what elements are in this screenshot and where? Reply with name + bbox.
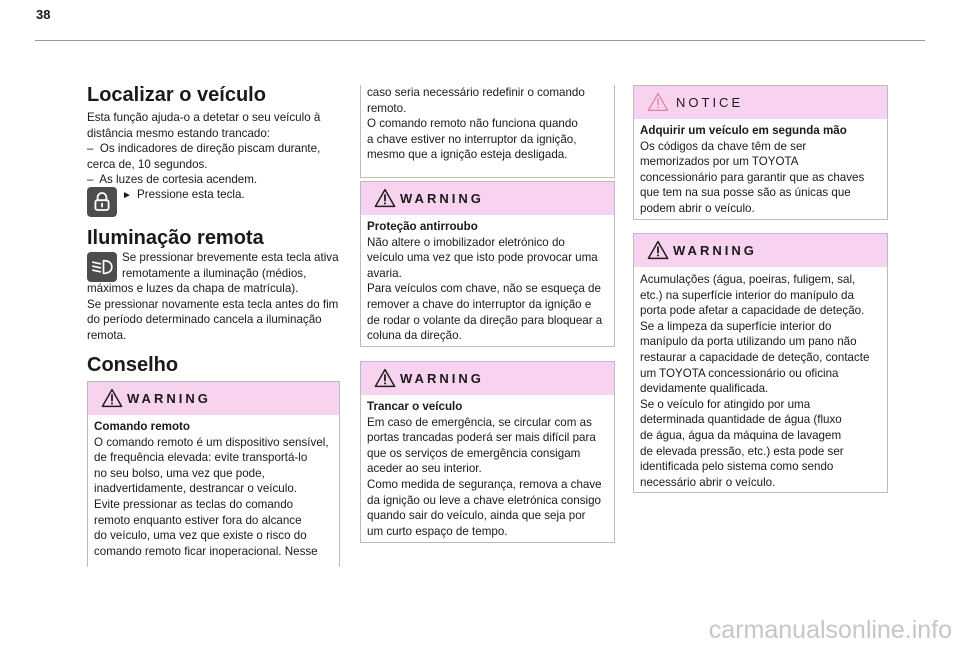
warning-text: O comando remoto é um dispositivo sensível, de frequência elevada: evite transportá-lo no seu bolso, uma vez que pode, inadvertidamente, destrancar o veículo. Evite pressionar as teclas do comando remoto enquanto estiver fora do alcance do veículo, uma vez que existe o risco do comando remoto ficar inoperacional. Nesse	[94, 435, 329, 558]
warning-triangle-icon	[647, 240, 669, 260]
locate-step-text: Pressione esta tecla.	[137, 188, 245, 201]
warning-label: WARNING	[127, 391, 211, 406]
warning-label: WARNING	[400, 191, 484, 206]
warning-content	[361, 395, 614, 539]
warning-content	[88, 415, 339, 559]
warning-text: Em caso de emergência, se circular com as portas trancadas poderá ser mais difícil para que os serviços de emergência consigam aceder ao seu interior. Como medida de segurança, remova a chave da ignição ou leve a chave eletrónica consigo quando sair do veículo, ainda que seja por um curto espaço de tempo.	[367, 415, 602, 538]
warning-heading: Trancar o veículo	[367, 400, 463, 413]
step-arrow-icon: ►	[122, 190, 132, 201]
warning-label: WARNING	[400, 371, 484, 386]
lighting-lead-text: Se pressionar brevemente esta tecla ativa remotamente a iluminação (médios,	[122, 251, 339, 280]
notice-box-used-vehicle	[633, 85, 888, 220]
notice-text: Os códigos da chave têm de ser memorizados por um TOYOTA concessionário para garantir que as chaves que tem na sua posse são as únicas que podem abrir o veículo.	[640, 139, 865, 215]
warning-content	[361, 215, 614, 344]
warning-label: WARNING	[673, 243, 757, 258]
section-title-advice: Conselho	[87, 354, 179, 376]
warning-box-remote	[87, 381, 340, 567]
notice-triangle-icon	[647, 92, 669, 112]
warning-text: caso seria necessário redefinir o comando remoto. O comando remoto não funciona quando a chave estiver no interruptor da ignição, mesmo que a ignição esteja desligada.	[367, 86, 585, 162]
site-watermark: carmanualsonline.info	[708, 616, 952, 644]
warning-box-locking	[360, 361, 615, 543]
warning-triangle-icon	[374, 188, 396, 208]
notice-label: NOTICE	[676, 95, 744, 110]
warning-header	[361, 182, 614, 215]
warning-triangle-icon	[101, 388, 123, 408]
locate-step	[122, 187, 245, 204]
warning-triangle-icon	[374, 368, 396, 388]
section-title-lighting: Iluminação remota	[87, 227, 264, 249]
warning-box-sensor	[633, 233, 888, 493]
notice-header	[634, 86, 887, 119]
warning-content	[361, 85, 614, 163]
header-rule	[35, 40, 925, 41]
headlight-icon	[87, 252, 117, 282]
warning-text: Acumulações (água, poeiras, fuligem, sal, etc.) na superfície interior do manípulo da porta pode afetar a capacidade de deteção. Se a limpeza da superfície interior do manípulo da porta utilizando um pano não restaurar a capacidade de deteção, contacte um TOYOTA concessionário ou oficina devidamente qualificada. Se o veículo for atingido por uma determinada quantidade de água (fluxo de água, água da máquina de lavagem de elevada pressão, etc.) esta pode ser identificada pelo sistema como sendo necessário abrir o veículo.	[640, 273, 870, 489]
page-number: 38	[36, 7, 51, 22]
warning-text: Não altere o imobilizador eletrónico do veículo uma vez que isto pode provocar uma avaria. Para veículos com chave, não se esqueça de remover a chave do interruptor da ignição e de rodar o volante da direção para bloquear a coluna da direção.	[367, 235, 603, 343]
section-title-locate: Localizar o veículo	[87, 84, 266, 106]
warning-heading: Proteção antirroubo	[367, 220, 478, 233]
warning-header	[88, 382, 339, 415]
lighting-description: máximos e luzes da chapa de matrícula). Se pressionar novamente esta tecla antes do fim do período determinado cancela a iluminação remota.	[87, 282, 339, 342]
locate-description: Esta função ajuda-o a detetar o seu veículo à distância mesmo estando trancado: – Os indicadores de direção piscam durante, cerca de, 10 segundos. – As luzes de cortesia acendem.	[87, 111, 321, 187]
warning-content	[634, 267, 887, 490]
notice-heading: Adquirir um veículo em segunda mão	[640, 124, 847, 137]
warning-header	[361, 362, 614, 395]
notice-content	[634, 119, 887, 217]
warning-box-antitheft	[360, 181, 615, 347]
warning-box-remote-continued	[360, 85, 615, 178]
lock-icon	[87, 187, 117, 217]
warning-heading: Comando remoto	[94, 420, 190, 433]
warning-header	[634, 234, 887, 267]
